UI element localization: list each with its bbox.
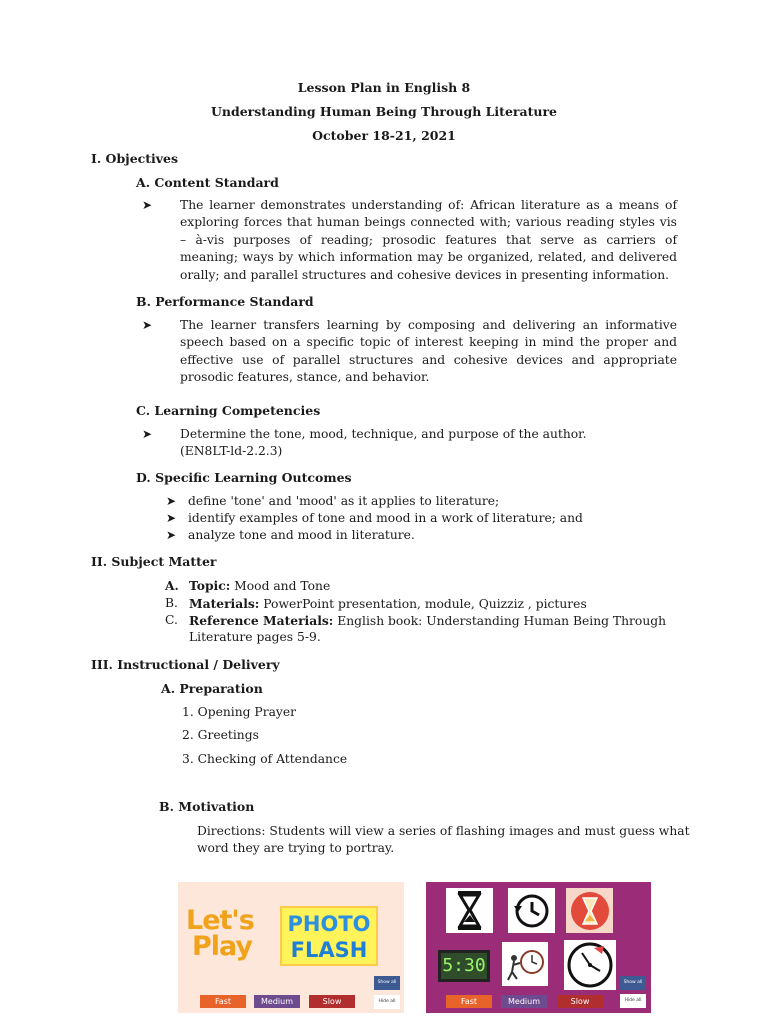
list-item: 2. Greetings	[182, 728, 259, 742]
hide-all-button[interactable]: Hide all	[620, 994, 646, 1008]
motivation-directions: Directions: Students will view a series of flashing images and must guess what	[197, 824, 690, 838]
list-marker: A.	[165, 578, 179, 593]
list-marker: C.	[165, 613, 178, 627]
medium-button[interactable]: Medium	[254, 995, 300, 1008]
hourglass-icon[interactable]	[446, 888, 493, 933]
learning-competencies-heading: C. Learning Competencies	[136, 403, 321, 418]
learning-competency-code: (EN8LT-ld-2.2.3)	[180, 444, 283, 458]
topic-value: Mood and Tone	[234, 579, 331, 593]
slide-photo-grid	[426, 882, 651, 1013]
learning-competency-text: Determine the tone, mood, technique, and purpose of the author.	[180, 427, 587, 441]
clock-rewind-icon[interactable]	[508, 888, 555, 933]
reference-value: English book: Understanding Human Being Through	[337, 614, 667, 628]
lets-play-logo: Let's Play	[186, 905, 254, 962]
doc-date: October 18-21, 2021	[312, 128, 456, 143]
subject-matter-heading: II. Subject Matter	[91, 554, 217, 569]
show-all-button[interactable]: Show all	[620, 976, 646, 990]
bullet-arrow-icon: ➤	[166, 528, 177, 542]
preparation-heading: A. Preparation	[161, 681, 263, 696]
list-item: 3. Checking of Attendance	[182, 752, 348, 766]
performance-standard-heading: B. Performance Standard	[136, 294, 314, 309]
digital-clock-icon[interactable]: 5:30	[438, 950, 490, 982]
topic-line	[189, 577, 330, 595]
slow-button[interactable]: Slow	[557, 995, 603, 1008]
materials-line	[189, 595, 587, 613]
objectives-heading: I. Objectives	[91, 151, 179, 166]
bullet-arrow-icon: ➤	[142, 427, 153, 441]
fast-button[interactable]: Fast	[446, 995, 492, 1008]
slide-photo-flash-title	[178, 882, 404, 1013]
list-item: analyze tone and mood in literature.	[188, 528, 415, 542]
list-item: 1. Opening Prayer	[182, 705, 297, 719]
bullet-arrow-icon: ➤	[142, 198, 153, 212]
slow-button[interactable]: Slow	[309, 995, 355, 1008]
specific-outcomes-heading: D. Specific Learning Outcomes	[136, 470, 352, 485]
list-item: define 'tone' and 'mood' as it applies to literature;	[188, 494, 500, 508]
bullet-arrow-icon: ➤	[142, 318, 153, 332]
list-item: identify examples of tone and mood in a work of literature; and	[188, 511, 583, 525]
doc-title: Lesson Plan in English 8	[297, 80, 471, 95]
materials-value: PowerPoint presentation, module, Quizziz , pictures	[263, 597, 587, 611]
show-all-button[interactable]: Show all	[374, 976, 400, 990]
photo-flash-logo: PHOTO FLASH	[280, 906, 378, 966]
list-marker: B.	[165, 596, 178, 610]
hide-all-button[interactable]: Hide all	[374, 995, 400, 1009]
reference-label: Reference Materials:	[189, 613, 334, 628]
materials-label: Materials:	[189, 596, 260, 611]
wall-clock-icon[interactable]	[564, 940, 616, 990]
running-late-icon[interactable]	[502, 942, 548, 986]
sand-timer-icon[interactable]	[566, 888, 613, 933]
fast-button[interactable]: Fast	[200, 995, 246, 1008]
medium-button[interactable]: Medium	[501, 995, 547, 1008]
bullet-arrow-icon: ➤	[166, 494, 177, 508]
performance-standard-text: The learner transfers learning by composing and delivering an informative speech based on a specific topic of interest keeping in mind the proper and effective use of parallel structures and cohesive devices and appropriate prosodic features, stance, and behavior.	[180, 318, 677, 385]
content-standard-heading: A. Content Standard	[136, 175, 279, 190]
reference-line	[189, 612, 666, 630]
doc-subtitle: Understanding Human Being Through Literature	[211, 104, 557, 119]
content-standard-text: The learner demonstrates understanding of: African literature as a means of exploring forces that human beings connected with; various reading styles vis – à-vis purposes of reading; prosodic features that serve as carriers of meaning; ways by which information may be organized, related, and delivered orally; and parallel structures and cohesive devices in presenting information.	[180, 198, 677, 282]
bullet-arrow-icon: ➤	[166, 511, 177, 525]
instruction-heading: III. Instructional / Delivery	[91, 657, 280, 672]
motivation-heading: B. Motivation	[159, 799, 255, 814]
topic-label: Topic:	[189, 578, 231, 593]
reference-value-continued: Literature pages 5-9.	[189, 630, 321, 644]
motivation-directions-continued: word they are trying to portray.	[197, 841, 395, 855]
